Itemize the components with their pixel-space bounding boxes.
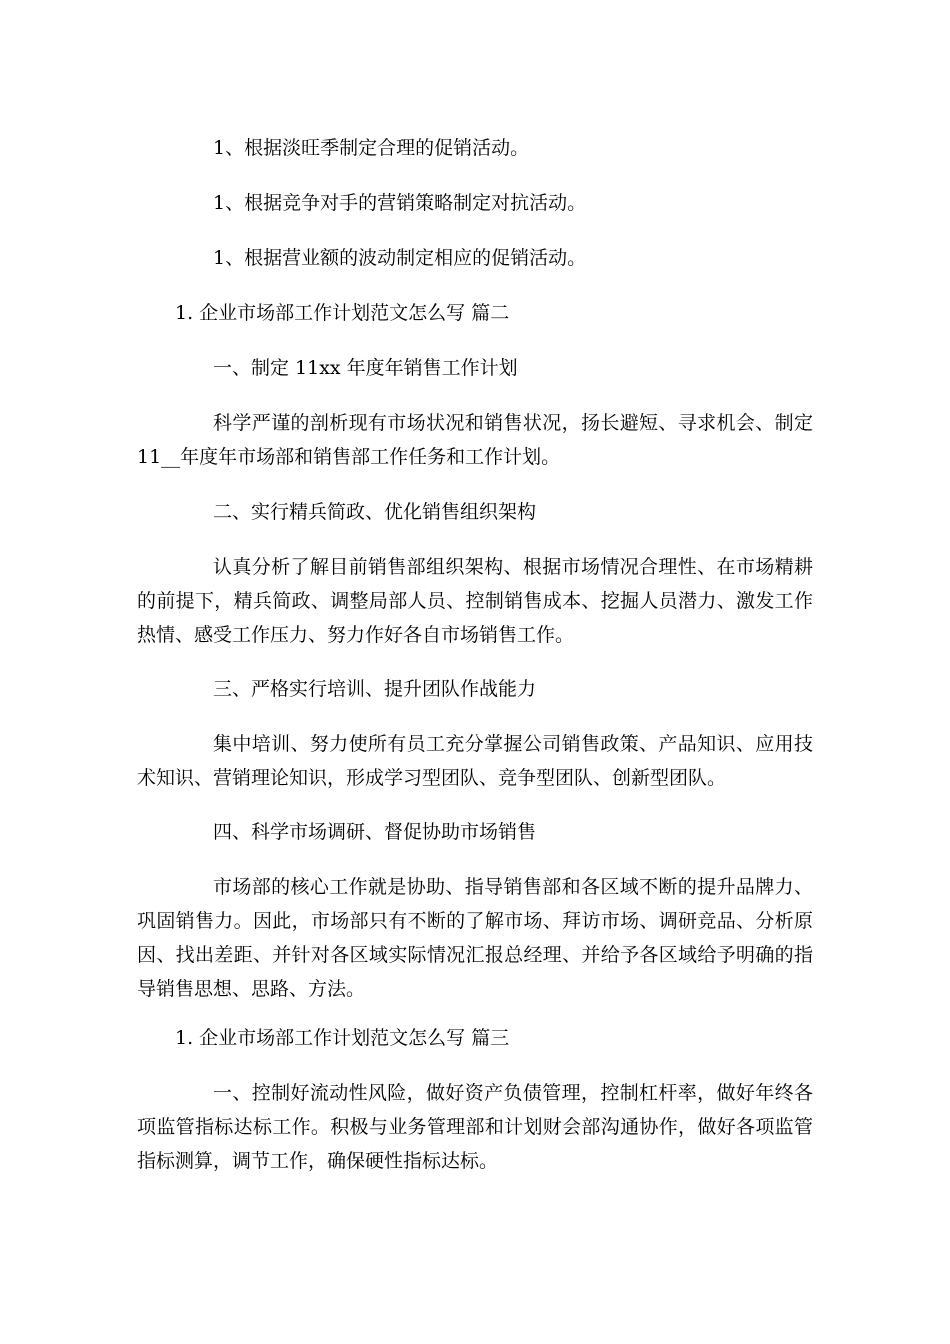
section-heading-2: 1. 企业市场部工作计划范文怎么写 篇二 [175, 302, 510, 324]
section2-item1-body: 科学严谨的剖析现有市场状况和销售状况，扬长避短、寻求机会、制定11__年度年市场部和销售部工作任务和工作计划。 [137, 412, 813, 468]
section2-item2-title: 二、实行精兵简政、优化销售组织架构 [213, 501, 537, 523]
list-line-2: 1、根据竞争对手的营销策略制定对抗活动。 [213, 192, 587, 214]
list-line-3: 1、根据营业额的波动制定相应的促销活动。 [213, 247, 587, 269]
section2-item3-body: 集中培训、努力使所有员工充分掌握公司销售政策、产品知识、应用技术知识、营销理论知识，形成学习型团队、竞争型团队、创新型团队。 [137, 733, 813, 789]
section2-item4-body: 市场部的核心工作就是协助、指导销售部和各区域不断的提升品牌力、巩固销售力。因此，市场部只有不断的了解市场、拜访市场、调研竞品、分析原因、找出差距、并针对各区域实际情况汇报总经理、并给予各区域给予明确的指导销售思想、思路、方法。 [137, 876, 813, 1000]
section3-item1-body: 一、控制好流动性风险，做好资产负债管理，控制杠杆率，做好年终各项监管指标达标工作。积极与业务管理部和计划财会部沟通协作，做好各项监管指标测算，调节工作，确保硬性指标达标。 [137, 1082, 813, 1172]
section2-item4-title: 四、科学市场调研、督促协助市场销售 [213, 821, 537, 843]
list-line-1: 1、根据淡旺季制定合理的促销活动。 [213, 137, 530, 159]
section2-item2-body: 认真分析了解目前销售部组织架构、根据市场情况合理性、在市场精耕的前提下，精兵简政、调整局部人员、控制销售成本、挖掘人员潜力、激发工作热情、感受工作压力、努力作好各自市场销售工作。 [137, 556, 813, 646]
section-heading-3: 1. 企业市场部工作计划范文怎么写 篇三 [175, 1027, 510, 1049]
section2-item3-title: 三、严格实行培训、提升团队作战能力 [213, 678, 537, 700]
section2-item1-title: 一、制定 11xx 年度年销售工作计划 [213, 357, 518, 379]
